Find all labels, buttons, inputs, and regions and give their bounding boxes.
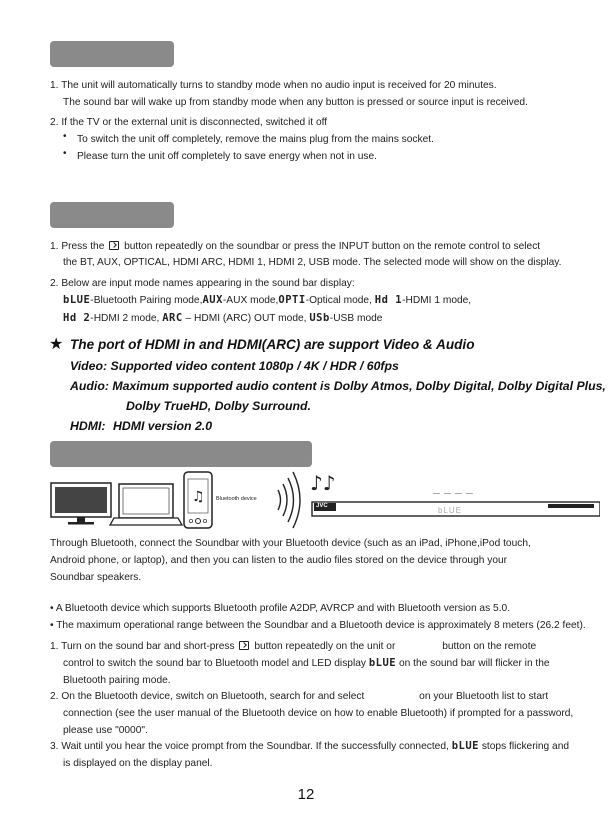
bt-step-1-a: 1. Turn on the sound bar and short-press — [50, 641, 235, 652]
mode-code-aux: AUX — [202, 294, 223, 306]
bullet-icon: • — [63, 148, 67, 159]
page-number: 12 — [297, 786, 315, 803]
soundbar-brand: JVC — [316, 503, 328, 509]
mode-code-usb: USb — [309, 312, 330, 324]
hdmi-version-value: HDMI version 2.0 — [112, 419, 213, 433]
mode-code-arc: ARC — [162, 312, 183, 324]
bt-step-3-line-2: is displayed on the display panel. — [63, 758, 213, 769]
bt-step-1-line-2-a: control to switch the sound bar to Bluetooth model and LED display — [63, 658, 366, 669]
mode-list-line-2 — [63, 312, 382, 325]
bt-step-1-line-3: Bluetooth pairing mode. — [63, 675, 171, 686]
monitor-icon — [51, 483, 111, 525]
bt-intro-3: Soundbar speakers. — [50, 572, 142, 583]
standby-bullet-2: Please turn the unit off completely to save energy when not in use. — [77, 151, 377, 162]
section-header-bluetooth — [50, 441, 312, 467]
bt-step-1-line-2 — [63, 657, 550, 670]
bt-note-1: • A Bluetooth device which supports Bluetooth profile A2DP, AVRCP and with Bluetooth version as 5.0. — [50, 603, 511, 614]
bt-intro-1: Through Bluetooth, connect the Soundbar with your Bluetooth device (such as an iPad, iPhone,iPod touch, — [50, 538, 531, 549]
figure-svg — [50, 468, 600, 530]
mode-code-blue: bLUE — [63, 294, 91, 306]
soundbar-dashes: — — — — — [433, 490, 474, 497]
hdmi-video-line: Video: Supported video content 1080p / 4K / HDR / 60fps — [70, 359, 399, 373]
standby-item-1: 1. The unit will automatically turns to standby mode when no audio input is received for 20 minutes. — [50, 80, 497, 91]
bt-step-2-a: 2. On the Bluetooth device, switch on Bluetooth, search for and select — [50, 691, 365, 702]
phone-icon — [184, 472, 212, 528]
bt-step-2-line-3: please use "0000". — [63, 725, 148, 736]
bt-step-1-b: button repeatedly on the unit or — [254, 641, 396, 652]
hdmi-audio-line-cont: Dolby TrueHD, Dolby Surround. — [126, 399, 311, 413]
bt-intro-2: Android phone, or laptop), and then you can listen to the audio files stored on the device through your — [50, 555, 508, 566]
hdmi-version-label: HDMI: — [70, 419, 106, 433]
bt-step-3 — [50, 740, 569, 753]
hdmi-audio-line: Audio: Maximum supported audio content is Dolby Atmos, Dolby Digital, Dolby Digital Plus, — [70, 379, 606, 393]
wireless-waves-icon — [278, 472, 300, 528]
phone-label: Bluetooth device — [216, 496, 257, 502]
standby-item-2: 2. If the TV or the external unit is disconnected, switched it off — [50, 117, 328, 128]
bt-step-1-code: bLUE — [368, 657, 397, 669]
bt-step-2-b: on your Bluetooth list to start — [419, 691, 549, 702]
mode-code-opti: OPTI — [278, 294, 306, 306]
mode-desc-blue: -Bluetooth Pairing mode, — [90, 295, 203, 306]
section-header-standby — [50, 41, 174, 67]
bullet-icon: • — [63, 131, 67, 142]
mode-code-hd1: Hd 1 — [374, 294, 403, 306]
bt-step-3-b: stops flickering and — [481, 741, 570, 752]
standby-bullet-1: To switch the unit off completely, remove the mains plug from the mains socket. — [77, 134, 434, 145]
bt-step-2-line-2: connection (see the user manual of the Bluetooth device on how to enable Bluetooth) if prompted for a password, — [63, 708, 574, 719]
bluetooth-connection-figure — [50, 468, 600, 530]
input-button-icon — [239, 641, 249, 650]
standby-item-1-cont: The sound bar will wake up from standby mode when any button is pressed or source input is received. — [63, 97, 528, 108]
laptop-icon — [110, 484, 182, 525]
input-item-1-cont: the BT, AUX, OPTICAL, HDMI ARC, HDMI 1, HDMI 2, USB mode. The selected mode will show on the display. — [63, 257, 562, 268]
mode-list-line-1 — [63, 294, 471, 307]
mode-code-hd2: Hd 2 — [63, 312, 91, 324]
svg-text:♫: ♫ — [192, 489, 205, 505]
input-item-1-end: button repeatedly on the soundbar or press the INPUT button on the remote control to select — [124, 241, 541, 252]
bt-step-1-line-2-b: on the sound bar will flicker in the — [398, 658, 550, 669]
mode-desc-arc: – HDMI (ARC) OUT mode, — [185, 313, 307, 324]
section-header-input — [50, 202, 174, 228]
soundbar-display: bLUE — [438, 506, 463, 515]
mode-desc-opti: -Optical mode, — [305, 295, 372, 306]
bt-note-2: • The maximum operational range between the Soundbar and a Bluetooth device is approximately 8 meters (26.2 feet). — [50, 620, 586, 631]
bt-step-3-a: 3. Wait until you hear the voice prompt from the Soundbar. If the successfully connected, — [50, 741, 449, 752]
mode-desc-aux: -AUX mode, — [222, 295, 279, 306]
bt-step-3-code: bLUE — [451, 740, 479, 752]
hdmi-headline: The port of HDMI in and HDMI(ARC) are support Video & Audio — [70, 337, 475, 352]
bt-step-1-c: button on the remote — [442, 641, 537, 652]
bt-step-1 — [50, 640, 536, 653]
input-item-2: 2. Below are input mode names appearing in the sound bar display: — [50, 278, 355, 289]
mode-desc-hd1: -HDMI 1 mode, — [402, 295, 472, 306]
input-item-1-start: 1. Press the — [50, 241, 105, 252]
mode-desc-hd2: -HDMI 2 mode, — [90, 313, 160, 324]
hdmi-version-line — [70, 419, 212, 433]
input-item-1 — [50, 240, 540, 253]
mode-desc-usb: -USB mode — [329, 313, 383, 324]
star-icon: ★ — [49, 336, 64, 353]
bt-step-2 — [50, 690, 548, 703]
music-note-icon: ♪♪ — [310, 471, 336, 495]
input-button-icon — [109, 241, 119, 250]
